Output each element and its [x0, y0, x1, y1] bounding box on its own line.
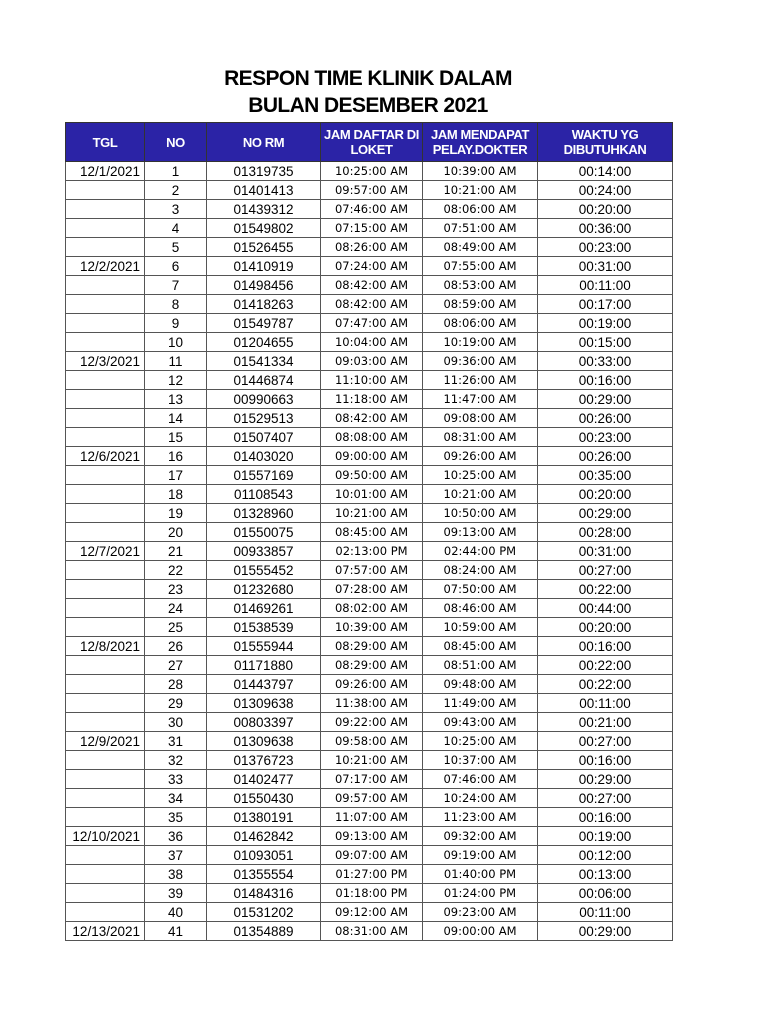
cell-no-rm: 01354889 — [207, 922, 321, 941]
cell-jam-dokter: 10:21:00 AM — [423, 485, 538, 504]
cell-jam-dokter: 09:00:00 AM — [423, 922, 538, 941]
cell-no-rm: 01555944 — [207, 637, 321, 656]
cell-jam-dokter: 02:44:00 PM — [423, 542, 538, 561]
cell-jam-daftar: 09:13:00 AM — [321, 827, 423, 846]
cell-tgl — [66, 409, 145, 428]
cell-tgl: 12/7/2021 — [66, 542, 145, 561]
table-row — [66, 409, 673, 428]
table-row — [66, 561, 673, 580]
cell-no-rm: 01418263 — [207, 295, 321, 314]
cell-jam-dokter: 07:51:00 AM — [423, 219, 538, 238]
cell-no: 7 — [145, 276, 207, 295]
table-row — [66, 580, 673, 599]
cell-no: 35 — [145, 808, 207, 827]
table-row — [66, 162, 673, 181]
cell-no-rm: 01498456 — [207, 276, 321, 295]
cell-tgl: 12/1/2021 — [66, 162, 145, 181]
table-row — [66, 238, 673, 257]
cell-jam-dokter: 10:19:00 AM — [423, 333, 538, 352]
cell-jam-dokter: 01:24:00 PM — [423, 884, 538, 903]
cell-tgl — [66, 181, 145, 200]
cell-waktu: 00:11:00 — [538, 276, 673, 295]
cell-jam-dokter: 09:36:00 AM — [423, 352, 538, 371]
cell-tgl — [66, 846, 145, 865]
cell-no-rm: 01376723 — [207, 751, 321, 770]
cell-jam-dokter: 11:49:00 AM — [423, 694, 538, 713]
table-row — [66, 751, 673, 770]
cell-tgl — [66, 314, 145, 333]
cell-jam-dokter: 10:25:00 AM — [423, 732, 538, 751]
cell-tgl — [66, 599, 145, 618]
cell-no-rm: 01484316 — [207, 884, 321, 903]
cell-jam-dokter: 09:19:00 AM — [423, 846, 538, 865]
table-row — [66, 789, 673, 808]
header-no-rm: NO RM — [207, 123, 321, 162]
cell-tgl: 12/3/2021 — [66, 352, 145, 371]
cell-no-rm: 01328960 — [207, 504, 321, 523]
cell-jam-dokter: 07:46:00 AM — [423, 770, 538, 789]
cell-jam-daftar: 09:50:00 AM — [321, 466, 423, 485]
cell-no-rm: 00933857 — [207, 542, 321, 561]
cell-no: 9 — [145, 314, 207, 333]
table-row — [66, 257, 673, 276]
table-row — [66, 314, 673, 333]
table-row — [66, 884, 673, 903]
cell-jam-daftar: 09:58:00 AM — [321, 732, 423, 751]
table-row — [66, 276, 673, 295]
cell-waktu: 00:12:00 — [538, 846, 673, 865]
cell-jam-daftar: 08:02:00 AM — [321, 599, 423, 618]
cell-jam-daftar: 11:07:00 AM — [321, 808, 423, 827]
cell-waktu: 00:27:00 — [538, 561, 673, 580]
cell-no: 25 — [145, 618, 207, 637]
cell-tgl — [66, 466, 145, 485]
cell-no: 29 — [145, 694, 207, 713]
cell-waktu: 00:16:00 — [538, 637, 673, 656]
cell-jam-daftar: 08:42:00 AM — [321, 276, 423, 295]
cell-waktu: 00:36:00 — [538, 219, 673, 238]
cell-jam-daftar: 10:21:00 AM — [321, 504, 423, 523]
cell-no: 40 — [145, 903, 207, 922]
cell-waktu: 00:20:00 — [538, 200, 673, 219]
cell-jam-daftar: 09:00:00 AM — [321, 447, 423, 466]
cell-jam-dokter: 08:31:00 AM — [423, 428, 538, 447]
cell-waktu: 00:16:00 — [538, 751, 673, 770]
cell-no-rm: 01541334 — [207, 352, 321, 371]
header-jam-daftar: JAM DAFTAR DI LOKET — [321, 123, 423, 162]
cell-no-rm: 01380191 — [207, 808, 321, 827]
cell-no-rm: 00990663 — [207, 390, 321, 409]
cell-jam-daftar: 09:57:00 AM — [321, 181, 423, 200]
cell-tgl — [66, 580, 145, 599]
cell-no-rm: 01462842 — [207, 827, 321, 846]
cell-no-rm: 01550430 — [207, 789, 321, 808]
cell-jam-daftar: 07:28:00 AM — [321, 580, 423, 599]
cell-jam-daftar: 11:10:00 AM — [321, 371, 423, 390]
cell-tgl — [66, 390, 145, 409]
table-row — [66, 523, 673, 542]
table-row — [66, 219, 673, 238]
table-row — [66, 656, 673, 675]
cell-waktu: 00:33:00 — [538, 352, 673, 371]
cell-waktu: 00:24:00 — [538, 181, 673, 200]
table-row — [66, 542, 673, 561]
table-row — [66, 333, 673, 352]
cell-jam-daftar: 09:26:00 AM — [321, 675, 423, 694]
cell-tgl — [66, 561, 145, 580]
cell-no: 12 — [145, 371, 207, 390]
cell-no-rm: 01410919 — [207, 257, 321, 276]
table-row — [66, 295, 673, 314]
cell-no: 11 — [145, 352, 207, 371]
cell-waktu: 00:26:00 — [538, 447, 673, 466]
cell-jam-dokter: 08:45:00 AM — [423, 637, 538, 656]
cell-waktu: 00:31:00 — [538, 257, 673, 276]
table-row — [66, 618, 673, 637]
cell-no-rm: 01401413 — [207, 181, 321, 200]
table-row — [66, 808, 673, 827]
cell-waktu: 00:23:00 — [538, 238, 673, 257]
cell-no: 24 — [145, 599, 207, 618]
cell-no-rm: 01469261 — [207, 599, 321, 618]
cell-tgl — [66, 428, 145, 447]
response-time-table — [65, 122, 673, 941]
cell-jam-dokter: 07:55:00 AM — [423, 257, 538, 276]
table-row — [66, 447, 673, 466]
table-row — [66, 713, 673, 732]
cell-no: 41 — [145, 922, 207, 941]
cell-jam-dokter: 10:21:00 AM — [423, 181, 538, 200]
cell-jam-dokter: 11:26:00 AM — [423, 371, 538, 390]
cell-waktu: 00:21:00 — [538, 713, 673, 732]
cell-waktu: 00:22:00 — [538, 656, 673, 675]
header-waktu: WAKTU YG DIBUTUHKAN — [538, 123, 673, 162]
cell-no-rm: 01549802 — [207, 219, 321, 238]
cell-waktu: 00:26:00 — [538, 409, 673, 428]
cell-no: 31 — [145, 732, 207, 751]
cell-tgl — [66, 371, 145, 390]
header-tgl: TGL — [66, 123, 145, 162]
cell-jam-daftar: 07:24:00 AM — [321, 257, 423, 276]
cell-waktu: 00:15:00 — [538, 333, 673, 352]
cell-jam-daftar: 07:46:00 AM — [321, 200, 423, 219]
cell-jam-daftar: 07:17:00 AM — [321, 770, 423, 789]
cell-no: 38 — [145, 865, 207, 884]
cell-no: 18 — [145, 485, 207, 504]
cell-jam-dokter: 08:59:00 AM — [423, 295, 538, 314]
cell-no: 30 — [145, 713, 207, 732]
cell-no-rm: 01529513 — [207, 409, 321, 428]
cell-no-rm: 01507407 — [207, 428, 321, 447]
table-row — [66, 846, 673, 865]
cell-jam-daftar: 07:47:00 AM — [321, 314, 423, 333]
cell-waktu: 00:19:00 — [538, 314, 673, 333]
cell-tgl — [66, 295, 145, 314]
cell-tgl — [66, 504, 145, 523]
cell-tgl — [66, 884, 145, 903]
cell-tgl — [66, 865, 145, 884]
cell-jam-daftar: 08:29:00 AM — [321, 656, 423, 675]
cell-no-rm: 01531202 — [207, 903, 321, 922]
cell-jam-daftar: 09:12:00 AM — [321, 903, 423, 922]
cell-no-rm: 01550075 — [207, 523, 321, 542]
cell-waktu: 00:31:00 — [538, 542, 673, 561]
cell-no: 8 — [145, 295, 207, 314]
cell-jam-daftar: 01:27:00 PM — [321, 865, 423, 884]
cell-no: 33 — [145, 770, 207, 789]
cell-jam-daftar: 10:39:00 AM — [321, 618, 423, 637]
cell-jam-dokter: 08:24:00 AM — [423, 561, 538, 580]
document-subtitle: BULAN DESEMBER 2021 — [248, 94, 488, 117]
cell-no: 16 — [145, 447, 207, 466]
cell-no: 22 — [145, 561, 207, 580]
cell-jam-dokter: 08:49:00 AM — [423, 238, 538, 257]
cell-waktu: 00:20:00 — [538, 485, 673, 504]
cell-jam-dokter: 08:06:00 AM — [423, 314, 538, 333]
cell-no: 14 — [145, 409, 207, 428]
cell-jam-daftar: 01:18:00 PM — [321, 884, 423, 903]
cell-no-rm: 00803397 — [207, 713, 321, 732]
cell-waktu: 00:19:00 — [538, 827, 673, 846]
cell-jam-daftar: 09:03:00 AM — [321, 352, 423, 371]
cell-no: 3 — [145, 200, 207, 219]
cell-tgl — [66, 751, 145, 770]
cell-no-rm: 01443797 — [207, 675, 321, 694]
cell-waktu: 00:14:00 — [538, 162, 673, 181]
cell-no: 15 — [145, 428, 207, 447]
cell-waktu: 00:20:00 — [538, 618, 673, 637]
cell-waktu: 00:22:00 — [538, 675, 673, 694]
cell-no: 6 — [145, 257, 207, 276]
cell-tgl — [66, 656, 145, 675]
cell-no-rm: 01093051 — [207, 846, 321, 865]
table-row — [66, 181, 673, 200]
cell-no-rm: 01403020 — [207, 447, 321, 466]
cell-tgl — [66, 333, 145, 352]
cell-no: 37 — [145, 846, 207, 865]
cell-waktu: 00:44:00 — [538, 599, 673, 618]
cell-jam-daftar: 11:38:00 AM — [321, 694, 423, 713]
cell-no-rm: 01309638 — [207, 694, 321, 713]
cell-no-rm: 01309638 — [207, 732, 321, 751]
cell-jam-dokter: 01:40:00 PM — [423, 865, 538, 884]
cell-tgl — [66, 485, 145, 504]
cell-jam-dokter: 10:50:00 AM — [423, 504, 538, 523]
table-row — [66, 827, 673, 846]
cell-jam-dokter: 09:13:00 AM — [423, 523, 538, 542]
cell-jam-daftar: 08:08:00 AM — [321, 428, 423, 447]
cell-jam-daftar: 07:57:00 AM — [321, 561, 423, 580]
table-row — [66, 504, 673, 523]
cell-no: 5 — [145, 238, 207, 257]
header-no: NO — [145, 123, 207, 162]
cell-waktu: 00:17:00 — [538, 295, 673, 314]
table-row — [66, 390, 673, 409]
cell-jam-dokter: 07:50:00 AM — [423, 580, 538, 599]
cell-tgl — [66, 789, 145, 808]
cell-no: 2 — [145, 181, 207, 200]
cell-jam-daftar: 08:42:00 AM — [321, 409, 423, 428]
cell-waktu: 00:11:00 — [538, 903, 673, 922]
cell-no: 17 — [145, 466, 207, 485]
cell-jam-dokter: 10:25:00 AM — [423, 466, 538, 485]
table-row — [66, 903, 673, 922]
table-row — [66, 466, 673, 485]
cell-waktu: 00:27:00 — [538, 732, 673, 751]
cell-waktu: 00:28:00 — [538, 523, 673, 542]
table-row — [66, 485, 673, 504]
cell-waktu: 00:23:00 — [538, 428, 673, 447]
cell-jam-dokter: 10:24:00 AM — [423, 789, 538, 808]
cell-waktu: 00:22:00 — [538, 580, 673, 599]
cell-tgl — [66, 523, 145, 542]
cell-jam-daftar: 08:29:00 AM — [321, 637, 423, 656]
cell-jam-dokter: 09:43:00 AM — [423, 713, 538, 732]
table-row — [66, 371, 673, 390]
cell-waktu: 00:16:00 — [538, 808, 673, 827]
cell-jam-dokter: 08:06:00 AM — [423, 200, 538, 219]
cell-no-rm: 01171880 — [207, 656, 321, 675]
cell-no: 13 — [145, 390, 207, 409]
document-title: RESPON TIME KLINIK DALAM — [224, 67, 512, 90]
cell-tgl — [66, 276, 145, 295]
cell-no-rm: 01557169 — [207, 466, 321, 485]
header-jam-mendapat: JAM MENDAPAT PELAY.DOKTER — [423, 123, 538, 162]
cell-tgl — [66, 770, 145, 789]
cell-tgl — [66, 713, 145, 732]
cell-jam-daftar: 10:21:00 AM — [321, 751, 423, 770]
cell-waktu: 00:29:00 — [538, 922, 673, 941]
table-row — [66, 922, 673, 941]
cell-jam-daftar: 08:45:00 AM — [321, 523, 423, 542]
cell-no: 39 — [145, 884, 207, 903]
cell-jam-daftar: 10:25:00 AM — [321, 162, 423, 181]
cell-no-rm: 01526455 — [207, 238, 321, 257]
cell-jam-dokter: 10:37:00 AM — [423, 751, 538, 770]
table-row — [66, 865, 673, 884]
cell-no-rm: 01446874 — [207, 371, 321, 390]
cell-waktu: 00:35:00 — [538, 466, 673, 485]
cell-jam-daftar: 08:31:00 AM — [321, 922, 423, 941]
cell-jam-dokter: 09:48:00 AM — [423, 675, 538, 694]
cell-jam-dokter: 08:46:00 AM — [423, 599, 538, 618]
cell-no-rm: 01232680 — [207, 580, 321, 599]
cell-no-rm: 01439312 — [207, 200, 321, 219]
cell-waktu: 00:29:00 — [538, 504, 673, 523]
cell-no: 4 — [145, 219, 207, 238]
cell-tgl: 12/8/2021 — [66, 637, 145, 656]
cell-no-rm: 01204655 — [207, 333, 321, 352]
cell-no: 26 — [145, 637, 207, 656]
cell-jam-dokter: 11:23:00 AM — [423, 808, 538, 827]
cell-jam-daftar: 10:01:00 AM — [321, 485, 423, 504]
cell-jam-daftar: 07:15:00 AM — [321, 219, 423, 238]
table-row — [66, 599, 673, 618]
cell-no-rm: 01555452 — [207, 561, 321, 580]
cell-no-rm: 01355554 — [207, 865, 321, 884]
cell-jam-daftar: 09:22:00 AM — [321, 713, 423, 732]
cell-no: 21 — [145, 542, 207, 561]
cell-jam-daftar: 09:07:00 AM — [321, 846, 423, 865]
cell-no: 27 — [145, 656, 207, 675]
cell-no-rm: 01319735 — [207, 162, 321, 181]
cell-jam-daftar: 09:57:00 AM — [321, 789, 423, 808]
cell-no-rm: 01402477 — [207, 770, 321, 789]
cell-tgl — [66, 808, 145, 827]
cell-waktu: 00:29:00 — [538, 770, 673, 789]
cell-waktu: 00:11:00 — [538, 694, 673, 713]
cell-jam-dokter: 09:08:00 AM — [423, 409, 538, 428]
cell-jam-dokter: 09:32:00 AM — [423, 827, 538, 846]
cell-jam-daftar: 11:18:00 AM — [321, 390, 423, 409]
table-row — [66, 200, 673, 219]
table-row — [66, 352, 673, 371]
cell-waktu: 00:29:00 — [538, 390, 673, 409]
table-row — [66, 637, 673, 656]
cell-no: 23 — [145, 580, 207, 599]
cell-tgl — [66, 200, 145, 219]
cell-tgl: 12/9/2021 — [66, 732, 145, 751]
cell-no-rm: 01108543 — [207, 485, 321, 504]
cell-waktu: 00:27:00 — [538, 789, 673, 808]
cell-no: 1 — [145, 162, 207, 181]
cell-no: 28 — [145, 675, 207, 694]
cell-no: 32 — [145, 751, 207, 770]
table-row — [66, 770, 673, 789]
cell-jam-daftar: 02:13:00 PM — [321, 542, 423, 561]
cell-jam-dokter: 08:51:00 AM — [423, 656, 538, 675]
cell-no: 20 — [145, 523, 207, 542]
cell-no: 19 — [145, 504, 207, 523]
table-row — [66, 675, 673, 694]
cell-tgl — [66, 903, 145, 922]
cell-jam-dokter: 11:47:00 AM — [423, 390, 538, 409]
cell-no: 10 — [145, 333, 207, 352]
cell-no-rm: 01538539 — [207, 618, 321, 637]
cell-waktu: 00:06:00 — [538, 884, 673, 903]
cell-jam-dokter: 09:26:00 AM — [423, 447, 538, 466]
cell-tgl: 12/6/2021 — [66, 447, 145, 466]
cell-tgl: 12/10/2021 — [66, 827, 145, 846]
cell-no: 36 — [145, 827, 207, 846]
cell-no: 34 — [145, 789, 207, 808]
cell-tgl — [66, 238, 145, 257]
table-header-row — [66, 123, 673, 162]
cell-tgl: 12/2/2021 — [66, 257, 145, 276]
table-row — [66, 428, 673, 447]
cell-jam-dokter: 08:53:00 AM — [423, 276, 538, 295]
cell-tgl: 12/13/2021 — [66, 922, 145, 941]
cell-waktu: 00:16:00 — [538, 371, 673, 390]
cell-jam-daftar: 10:04:00 AM — [321, 333, 423, 352]
cell-waktu: 00:13:00 — [538, 865, 673, 884]
table-row — [66, 732, 673, 751]
cell-tgl — [66, 675, 145, 694]
cell-no-rm: 01549787 — [207, 314, 321, 333]
cell-jam-dokter: 09:23:00 AM — [423, 903, 538, 922]
cell-jam-daftar: 08:42:00 AM — [321, 295, 423, 314]
table-row — [66, 694, 673, 713]
cell-jam-dokter: 10:59:00 AM — [423, 618, 538, 637]
cell-tgl — [66, 694, 145, 713]
cell-tgl — [66, 618, 145, 637]
cell-tgl — [66, 219, 145, 238]
cell-jam-dokter: 10:39:00 AM — [423, 162, 538, 181]
cell-jam-daftar: 08:26:00 AM — [321, 238, 423, 257]
